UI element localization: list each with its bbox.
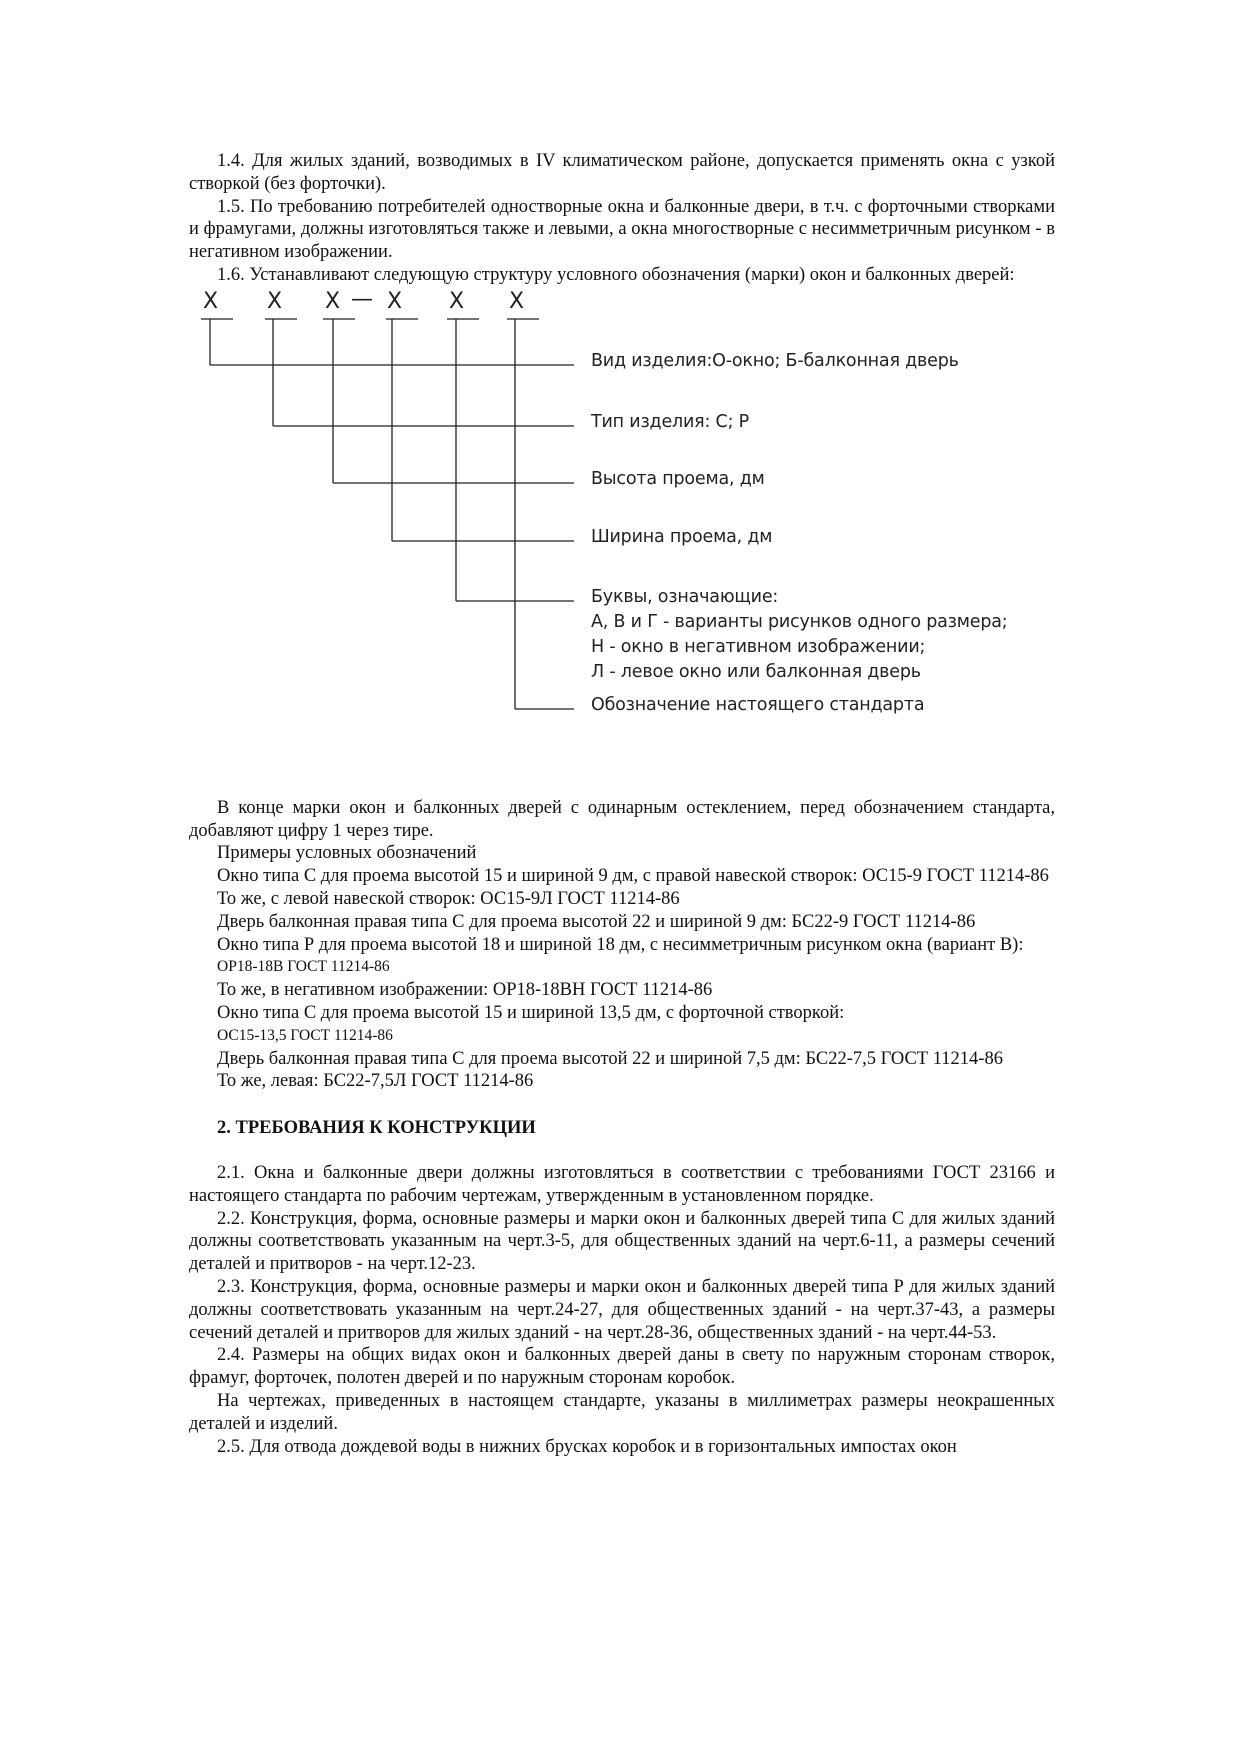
paragraph-1-5: 1.5. По требованию потребителей одностворные окна и балконные двери, в т.ч. с форточными створками и фрамугами, должны изготовляться также и левыми, а окна многостворные с несимметричным рисунком - в негативном изображении. — [189, 196, 1055, 263]
paragraph-glazing-note: В конце марки окон и балконных дверей с одинарным остеклением, перед обозначением стандарта, добавляют цифру 1 через тире. — [189, 797, 1055, 841]
mark-letters: Х — [449, 288, 465, 314]
example-8: То же, левая: БС22-7,5Л ГОСТ 11214-86 — [217, 1071, 534, 1092]
paragraph-2-1: 2.1. Окна и балконные двери должны изготовляться в соответствии с требованиями ГОСТ 23166 и настоящего стандарта по рабочим чертежам, утвержденным в установленном порядке. — [189, 1162, 1055, 1206]
label-width: Ширина проема, дм — [591, 526, 773, 547]
example-5: То же, в негативном изображении: ОР18-18ВН ГОСТ 11214-86 — [217, 980, 713, 1001]
example-4-code: ОР18-18В ГОСТ 11214-86 — [217, 958, 390, 976]
paragraph-drawings-note: На чертежах, приведенных в настоящем стандарте, указаны в миллиметрах размеры неокрашенных деталей и изделий. — [189, 1390, 1055, 1434]
mark-standard: Х — [509, 288, 525, 314]
label-height: Высота проема, дм — [591, 468, 765, 489]
label-letters-title: Буквы, означающие: — [591, 586, 779, 607]
example-7: Дверь балконная правая типа С для проема высотой 22 и шириной 7,5 дм: БС22-7,5 ГОСТ 11214-86 — [217, 1048, 1003, 1069]
paragraph-1-6: 1.6. Устанавливают следующую структуру условного обозначения (марки) окон и балконных дверей: — [217, 264, 1015, 285]
mark-dash: — — [351, 286, 373, 312]
label-letters-negative: Н - окно в негативном изображении; — [591, 636, 926, 657]
example-6: Окно типа С для проема высотой 15 и шириной 13,5 дм, с форточной створкой: — [217, 1002, 845, 1023]
mark-height: Х — [325, 288, 341, 314]
examples-title: Примеры условных обозначений — [217, 843, 477, 864]
mark-type: Х — [267, 288, 283, 314]
label-product-type: Вид изделия:О-окно; Б-балконная дверь — [591, 350, 959, 371]
paragraph-2-4: 2.4. Размеры на общих видах окон и балконных дверей даны в свету по наружным сторонам створок, фрамуг, форточек, полотен дверей и по наружным сторонам коробок. — [189, 1345, 1055, 1389]
paragraph-2-2: 2.2. Конструкция, форма, основные размеры и марки окон и балконных дверей типа С для жилых зданий должны соответствовать указанным на черт.3-5, для общественных зданий на черт.6-11, а размеры сечений деталей и притворов - на черт.12-23. — [189, 1208, 1055, 1275]
section-heading: 2. ТРЕБОВАНИЯ К КОНСТРУКЦИИ — [217, 1118, 536, 1139]
example-1: Окно типа С для проема высотой 15 и шириной 9 дм, с правой навеской створок: ОС15-9 ГОСТ 11214-86 — [217, 866, 1049, 887]
paragraph-2-3: 2.3. Конструкция, форма, основные размеры и марки окон и балконных дверей типа Р для жилых зданий должны соответствовать указанным на черт.24-27, для общественных зданий - на черт.37-43, а размеры сечений деталей и притворов для жилых зданий - на черт.28-36, общественных зданий - на черт.44-53. — [189, 1276, 1055, 1343]
label-letters-variants: А, В и Г - варианты рисунков одного размера; — [591, 611, 1008, 632]
example-3: Дверь балконная правая типа С для проема высотой 22 и шириной 9 дм: БС22-9 ГОСТ 11214-86 — [217, 911, 976, 932]
paragraph-2-5: 2.5. Для отвода дождевой воды в нижних брусках коробок и в горизонтальных импостах окон — [217, 1436, 957, 1457]
label-standard: Обозначение настоящего стандарта — [591, 694, 925, 715]
marking-structure-diagram — [189, 286, 1055, 789]
example-6-code: ОС15-13,5 ГОСТ 11214-86 — [217, 1026, 393, 1044]
paragraph-1-4: 1.4. Для жилых зданий, возводимых в IV климатическом районе, допускается применять окна с узкой створкой (без форточки). — [189, 151, 1055, 194]
example-4: Окно типа Р для проема высотой 18 и шириной 18 дм, с несимметричным рисунком окна (вариант В): — [217, 934, 1024, 955]
mark-width: Х — [387, 288, 403, 314]
label-type: Тип изделия: С; Р — [591, 411, 749, 432]
label-letters-left: Л - левое окно или балконная дверь — [591, 661, 921, 682]
example-2: То же, с левой навеской створок: ОС15-9Л ГОСТ 11214-86 — [217, 888, 680, 909]
document-page — [189, 150, 1055, 1458]
mark-product-type: Х — [203, 288, 219, 314]
